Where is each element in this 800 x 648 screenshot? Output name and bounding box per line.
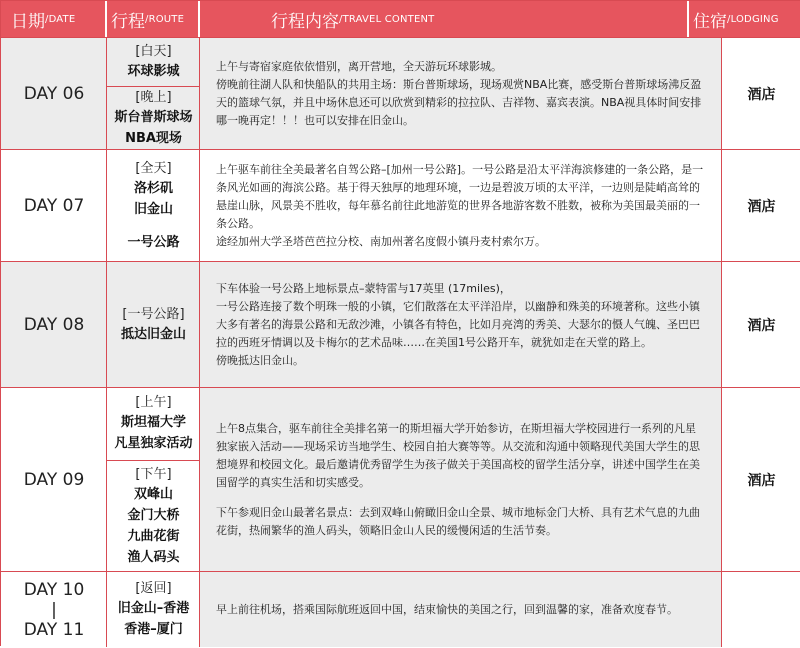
column-divider (199, 572, 200, 647)
paragraph-spacer (216, 492, 704, 504)
content-cell (200, 150, 722, 261)
content-paragraph: 途经加州大学圣塔芭芭拉分校、南加州著名度假小镇丹麦村索尔万。 (216, 234, 546, 248)
route-place: 凡星独家活动 (114, 436, 193, 451)
route-tag: [白天] (135, 43, 172, 59)
content-paragraph: 上午驱车前往全美最著名自驾公路–[加州一号公路]。一号公路是沿太平洋海滨修建的一条公路，是一条风光如画的海滨公路。基于得天独厚的地理环境，一边是碧波万顷的太平洋，一边则是陡峭高耸的悬崖山脉，风景美不胜收，每年慕名前往此地游览的世界各地游客数不胜数，被称为美国最美丽的一条公路。 (216, 162, 704, 230)
column-divider (106, 38, 107, 149)
route-tag: [上午] (135, 395, 172, 410)
route-place: 双峰山 (133, 486, 173, 502)
day-label: DAY 08 (1, 262, 107, 387)
header-divider (687, 1, 689, 37)
header-divider (198, 1, 200, 37)
route-segment (107, 262, 200, 388)
day-row (1, 261, 800, 387)
route-place: 环球影城 (127, 63, 180, 79)
column-divider (106, 262, 107, 387)
column-divider (721, 38, 722, 149)
content-paragraph: 下车体验一号公路上地标景点–蒙特雷与17英里 (17miles)， (216, 281, 511, 295)
route-place: NBA现场 (125, 130, 182, 146)
content-cell (200, 388, 722, 571)
lodging-cell (722, 572, 800, 647)
content-cell (200, 38, 722, 149)
day-separator: | (51, 599, 57, 620)
column-divider (721, 262, 722, 387)
route-place: 香港–厦门 (124, 622, 183, 637)
route-place: 斯坦福大学 (120, 415, 186, 430)
route-segment (107, 38, 200, 86)
route-segment (107, 461, 200, 572)
column-divider (199, 388, 200, 571)
route-spacer (107, 220, 200, 232)
route-place: 斯台普斯球场 (114, 109, 193, 125)
day-label (1, 572, 107, 647)
content-paragraph: 上午8点集合，驱车前往全美排名第一的斯坦福大学开始参访，在斯坦福大学校园进行一系列的凡星独家嵌入活动——现场采访当地学生、校园自拍大赛等等。从交流和沟通中领略现代美国大学生的思想境界和校园文化。最后邀请优秀留学生为孩子做关于美国高校的留学生活分享，讲述中国学生在美国留学的真实生活和切实感受。 (216, 421, 700, 489)
route-place: 金门大桥 (127, 507, 180, 523)
column-divider (106, 388, 107, 571)
header-date: 日期 /DATE (11, 11, 76, 32)
route-place: 旧金山 (133, 201, 173, 217)
column-divider (199, 150, 200, 261)
lodging-cell: 酒店 (722, 38, 800, 149)
content-cell (200, 572, 722, 647)
route-place: 旧金山–香港 (117, 601, 190, 616)
content-paragraph: 傍晚抵达旧金山。 (216, 353, 304, 367)
column-divider (106, 572, 107, 647)
day-start: DAY 10 (23, 579, 85, 600)
route-tag: [一号公路] (122, 306, 185, 322)
content-paragraph: 早上前往机场，搭乘国际航班返回中国，结束愉快的美国之行，回到温馨的家，准备欢度春节。 (216, 602, 678, 616)
content-paragraph: 上午与寄宿家庭依依惜别，离开营地，全天游玩环球影城。 (216, 59, 502, 73)
day-end: DAY 11 (23, 619, 85, 640)
lodging-cell: 酒店 (722, 262, 800, 387)
column-divider (721, 572, 722, 647)
route-cell (107, 388, 200, 571)
route-tag: [全天] (135, 160, 172, 176)
content-paragraph: 傍晚前往湖人队和快船队的共用主场：斯台普斯球场，现场观赏NBA比赛，感受斯台普斯球场沸反盈天的篮球气氛，并且中场休息还可以欣赏到精彩的拉拉队、吉祥物、嘉宾表演。NBA视具体时间安排哪一晚再定！！！也可以安排在旧金山。 (216, 77, 702, 127)
header-content: 行程内容 /TRAVEL CONTENT (271, 11, 435, 32)
header-route: 行程 /ROUTE (111, 11, 185, 32)
day-row (1, 37, 800, 149)
route-place: 洛杉矶 (133, 180, 173, 196)
route-cell (107, 38, 200, 149)
column-divider (106, 150, 107, 261)
column-divider (721, 388, 722, 571)
route-place: 九曲花街 (127, 528, 180, 544)
route-tag: [晚上] (135, 89, 172, 105)
route-place: 一号公路 (127, 234, 180, 250)
day-label: DAY 06 (1, 38, 107, 149)
route-cell (107, 150, 200, 261)
column-divider (199, 38, 200, 149)
day-row (1, 571, 800, 647)
lodging-cell: 酒店 (722, 150, 800, 261)
route-segment (107, 87, 200, 150)
route-tag: [下午] (135, 466, 172, 482)
table-header (1, 1, 800, 37)
content-paragraph: 一号公路连接了数个明珠一般的小镇，它们散落在太平洋沿岸，以幽静和殊美的环境著称。这些小镇大多有著名的海景公路和无敌沙滩，小镇各有特色，比如月亮湾的秀美、大瑟尔的慑人气魄、圣巴巴拉的西班牙情调以及卡梅尔的艺术品味……在美国1号公路开车，就犹如走在天堂的路上。 (216, 299, 700, 349)
content-cell (200, 262, 722, 387)
route-cell (107, 262, 200, 387)
header-divider (105, 1, 107, 37)
route-segment (107, 572, 200, 648)
route-place: 抵达旧金山 (120, 326, 186, 342)
route-cell (107, 572, 200, 647)
content-paragraph: 下午参观旧金山最著名景点：去到双峰山俯瞰旧金山全景、城市地标金门大桥、具有艺术气息的九曲花街，热闹繁华的渔人码头，领略旧金山人民的缓慢闲适的生活节奏。 (216, 505, 700, 537)
column-divider (721, 150, 722, 261)
route-tag: [返回] (135, 581, 172, 596)
route-place: 渔人码头 (127, 549, 180, 565)
day-row (1, 387, 800, 571)
lodging-cell: 酒店 (722, 388, 800, 571)
day-label: DAY 09 (1, 388, 107, 571)
day-row (1, 149, 800, 261)
route-segment (107, 388, 200, 460)
route-segment (107, 150, 200, 262)
day-label: DAY 07 (1, 150, 107, 261)
column-divider (199, 262, 200, 387)
header-lodging: 住宿 /LODGING (693, 11, 779, 32)
